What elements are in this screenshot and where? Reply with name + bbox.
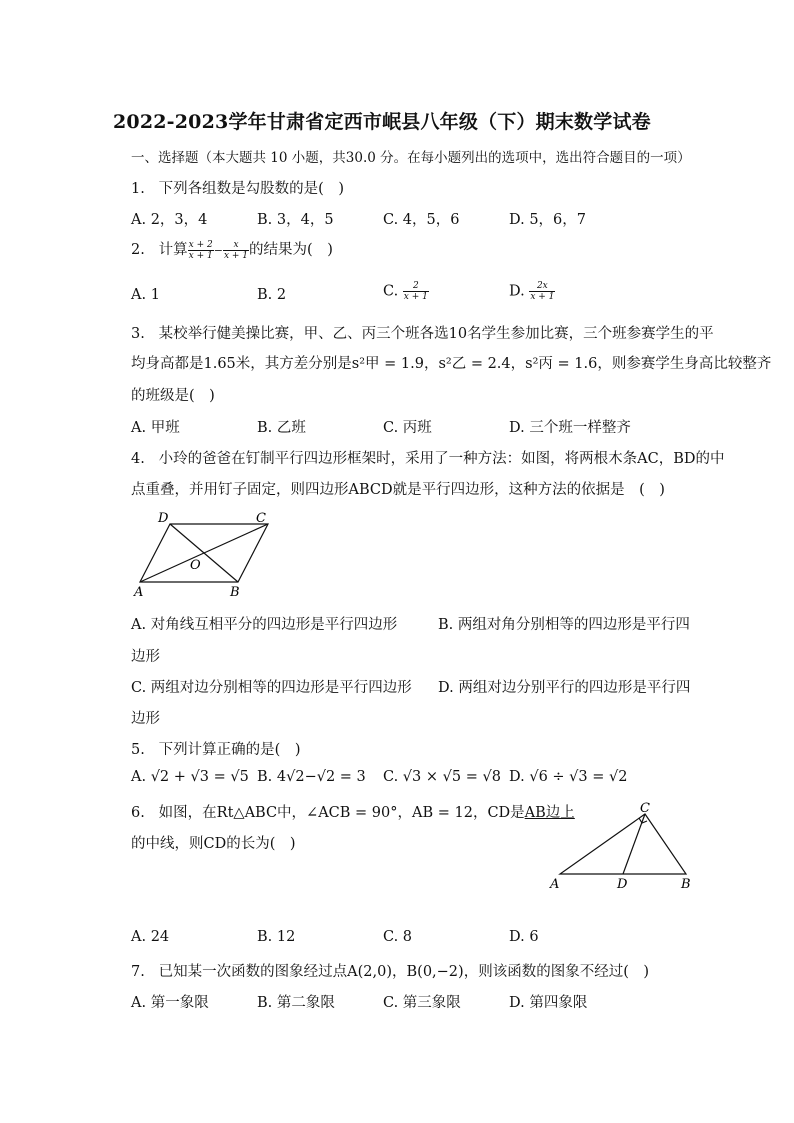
option-label: D. <box>509 283 525 300</box>
fraction-denominator: x + 1 <box>188 250 213 261</box>
fraction <box>529 281 555 302</box>
vertex-label-a: A <box>134 585 144 600</box>
q7-option-c: C. 第三象限 <box>383 995 461 1011</box>
question-number: 3. <box>131 326 145 342</box>
q4-option-d: D. 两组对边分别平行的四边形是平行四 <box>438 680 691 696</box>
fraction-denominator: x + 1 <box>223 250 249 261</box>
question-pre: 计算 <box>158 242 188 258</box>
question-stem: 下列各组数是勾股数的是( ) <box>158 181 344 197</box>
fraction-denominator: x + 1 <box>530 292 555 302</box>
q2-option-c <box>383 281 429 302</box>
minus-sign: − <box>213 244 223 257</box>
q6-option-b: B. 12 <box>257 929 296 945</box>
vertex-label-d: D <box>158 511 169 526</box>
q3-option-c: C. 丙班 <box>383 420 432 436</box>
question-3-line-2: 均身高都是1.65米，其方差分别是s²甲 = 1.9，s²乙 = 2.4，s²丙 = 1.6，则参赛学生身高比较整齐 <box>131 356 772 372</box>
fraction-1 <box>188 240 214 261</box>
q4-option-b-cont: 边形 <box>131 649 160 665</box>
fraction-2 <box>223 240 249 261</box>
point-label-d: D <box>617 877 628 892</box>
question-post: 的结果为( ) <box>249 242 333 258</box>
q4-option-b: B. 两组对角分别相等的四边形是平行四 <box>438 617 690 633</box>
q1-option-b: B. 3，4，5 <box>257 212 334 228</box>
fraction <box>403 281 429 302</box>
question-3-line-3: 的班级是( ) <box>131 388 215 404</box>
point-label-o: O <box>190 558 201 573</box>
section-heading: 一、选择题（本大题共 10 小题，共30.0 分。在每小题列出的选项中，选出符合题目的一项） <box>131 150 691 166</box>
parallelogram-figure <box>128 506 288 600</box>
triangle-abc <box>560 814 686 874</box>
q7-option-d: D. 第四象限 <box>509 995 588 1011</box>
question-7 <box>131 960 649 981</box>
question-5 <box>131 738 301 759</box>
q2-option-b: B. 2 <box>257 287 287 303</box>
q3-option-a: A. 甲班 <box>131 420 180 436</box>
q4-option-a: A. 对角线互相平分的四边形是平行四边形 <box>131 617 398 633</box>
fraction-denominator: x + 1 <box>403 292 428 302</box>
question-stem: 下列计算正确的是( ) <box>158 742 301 758</box>
question-4 <box>131 447 725 468</box>
q3-option-d: D. 三个班一样整齐 <box>509 420 631 436</box>
question-2 <box>131 238 333 261</box>
q6-option-c: C. 8 <box>383 929 413 945</box>
vertex-label-c: C <box>640 801 650 816</box>
q4-option-c: C. 两组对边分别相等的四边形是平行四边形 <box>131 680 412 696</box>
question-3 <box>131 322 714 343</box>
q2-option-a: A. 1 <box>131 287 160 303</box>
question-4-line-2: 点重叠，并用钉子固定，则四边形ABCD就是平行四边形，这种方法的依据是 ( ) <box>131 482 665 498</box>
question-line: 如图，在Rt△ABC中，∠ACB = 90°，AB = 12，CD是 <box>158 805 525 821</box>
fraction-numerator: 2 <box>403 281 429 292</box>
q6-option-d: D. 6 <box>509 929 539 945</box>
fraction-numerator: 2x <box>529 281 555 292</box>
fraction-numerator: x <box>223 240 249 251</box>
q5-option-c: C. √3 × √5 = √8 <box>383 769 501 785</box>
question-line-underlined: AB边上 <box>524 805 575 821</box>
question-number: 2. <box>131 242 145 258</box>
question-1 <box>131 177 344 198</box>
question-number: 6. <box>131 805 145 821</box>
q6-option-a: A. 24 <box>131 929 170 945</box>
diagonal-bd <box>170 524 238 582</box>
q4-option-d-cont: 边形 <box>131 711 160 727</box>
question-stem: 已知某一次函数的图象经过点A(2,0)，B(0,−2)，则该函数的图象不经过( ) <box>158 964 650 980</box>
q2-option-d <box>509 281 555 302</box>
q1-option-d: D. 5，6，7 <box>509 212 587 228</box>
question-number: 1. <box>131 181 145 197</box>
question-number: 5. <box>131 742 145 758</box>
question-line: 小玲的爸爸在钉制平行四边形框架时，采用了一种方法：如图，将两根木条AC，BD的中 <box>158 451 725 467</box>
triangle-figure <box>546 800 706 894</box>
vertex-label-b: B <box>230 585 240 600</box>
option-label: C. <box>383 283 399 300</box>
q1-option-c: C. 4，5，6 <box>383 212 460 228</box>
q5-option-d: D. √6 ÷ √3 = √2 <box>509 769 628 785</box>
question-number: 7. <box>131 964 145 980</box>
q7-option-a: A. 第一象限 <box>131 995 209 1011</box>
question-6-line-2: 的中线，则CD的长为( ) <box>131 836 296 852</box>
question-number: 4. <box>131 451 145 467</box>
q7-option-b: B. 第二象限 <box>257 995 335 1011</box>
q5-option-a: A. √2 + √3 = √5 <box>131 769 249 785</box>
question-line: 某校举行健美操比赛，甲、乙、丙三个班各选10名学生参加比赛，三个班参赛学生的平 <box>158 326 714 342</box>
vertex-label-c: C <box>256 511 266 526</box>
question-6 <box>131 801 575 822</box>
q3-option-b: B. 乙班 <box>257 420 306 436</box>
q5-option-b: B. 4√2−√2 = 3 <box>257 769 366 785</box>
q1-option-a: A. 2，3，4 <box>131 212 208 228</box>
fraction-numerator: x + 2 <box>188 239 213 250</box>
page-title: 2022-2023学年甘肃省定西市岷县八年级（下）期末数学试卷 <box>113 111 651 133</box>
vertex-label-b: B <box>681 877 691 892</box>
vertex-label-a: A <box>550 877 560 892</box>
